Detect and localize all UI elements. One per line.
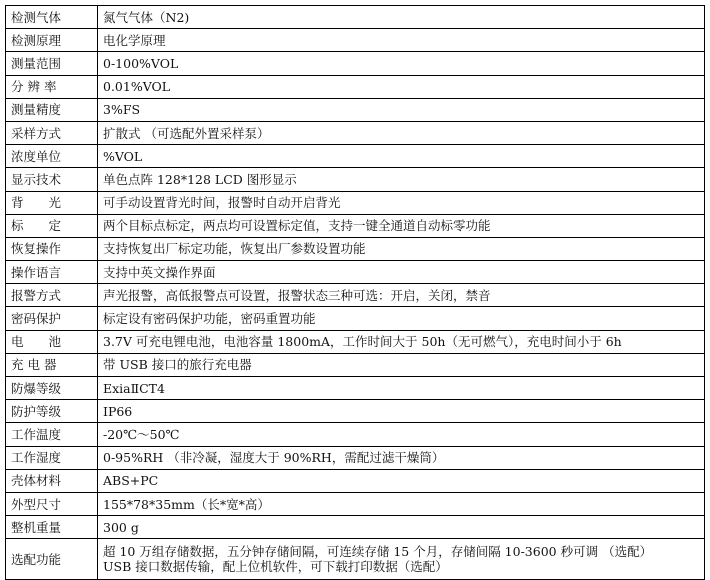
table-row: [6, 121, 705, 144]
table-row: [6, 6, 705, 29]
table-row: [6, 516, 705, 539]
row-label: 显示技术: [6, 168, 98, 191]
row-label: 密码保护: [6, 307, 98, 330]
row-value: ABS+PC: [98, 469, 705, 492]
table-row: [6, 307, 705, 330]
row-value: 3%FS: [98, 98, 705, 121]
row-label: 外型尺寸: [6, 492, 98, 515]
row-value: 两个目标点标定，两点均可设置标定值，支持一键全通道自动标零功能: [98, 214, 705, 237]
table-row: [6, 423, 705, 446]
row-value: 0.01%VOL: [98, 75, 705, 98]
row-value: 氮气气体（N2): [98, 6, 705, 29]
table-row: [6, 237, 705, 260]
row-label: 恢复操作: [6, 237, 98, 260]
table-row: [6, 191, 705, 214]
row-label: 壳体材料: [6, 469, 98, 492]
row-label: 操作语言: [6, 261, 98, 284]
table-row: [6, 168, 705, 191]
row-label: 检测原理: [6, 29, 98, 52]
row-value: 扩散式 （可选配外置采样泵）: [98, 121, 705, 144]
row-label: 背 光: [6, 191, 98, 214]
spec-table-body: [6, 6, 705, 580]
table-row: [6, 29, 705, 52]
row-value-line: 超 10 万组存储数据，五分钟存储间隔，可连续存储 15 个月，存储间隔 10-3600 秒可调 （选配）: [103, 544, 653, 560]
table-row: [6, 330, 705, 353]
row-value: 带 USB 接口的旅行充电器: [98, 353, 705, 376]
table-row: [6, 377, 705, 400]
row-value: ExiaⅡCT4: [98, 377, 705, 400]
row-label: 标 定: [6, 214, 98, 237]
table-row: [6, 145, 705, 168]
row-value: IP66: [98, 400, 705, 423]
row-label: 工作湿度: [6, 446, 98, 469]
row-value: 单色点阵 128*128 LCD 图形显示: [98, 168, 705, 191]
row-value-line: USB 接口数据传输，配上位机软件，可下载打印数据（选配）: [103, 559, 448, 575]
row-label: 电 池: [6, 330, 98, 353]
row-label: 充 电 器: [6, 353, 98, 376]
row-value: 0-95%RH （非冷凝，湿度大于 90%RH，需配过滤干燥筒）: [98, 446, 705, 469]
row-label: 报警方式: [6, 284, 98, 307]
table-row: [6, 75, 705, 98]
row-value: 155*78*35mm（长*宽*高）: [98, 492, 705, 515]
table-row: [6, 261, 705, 284]
row-label: 测量范围: [6, 52, 98, 75]
row-value: 可手动设置背光时间，报警时自动开启背光: [98, 191, 705, 214]
row-value: 标定设有密码保护功能，密码重置功能: [98, 307, 705, 330]
table-row: [6, 400, 705, 423]
row-label: 防护等级: [6, 400, 98, 423]
table-row: [6, 284, 705, 307]
row-label: 工作温度: [6, 423, 98, 446]
row-value: 3.7V 可充电锂电池，电池容量 1800mA，工作时间大于 50h（无可燃气），充电时间小于 6h: [98, 330, 705, 353]
table-row: [6, 492, 705, 515]
row-label: 浓度单位: [6, 145, 98, 168]
row-value: 声光报警，高低报警点可设置，报警状态三种可选：开启，关闭，禁音: [98, 284, 705, 307]
row-value: %VOL: [98, 145, 705, 168]
table-row: [6, 353, 705, 376]
row-label: 选配功能: [6, 539, 98, 580]
row-label: 测量精度: [6, 98, 98, 121]
row-label: 防爆等级: [6, 377, 98, 400]
table-row: [6, 98, 705, 121]
row-value: -20℃～50℃: [98, 423, 705, 446]
table-row: [6, 446, 705, 469]
table-row: [6, 539, 705, 580]
row-value: 0-100%VOL: [98, 52, 705, 75]
row-value: 300 g: [98, 516, 705, 539]
row-label: 整机重量: [6, 516, 98, 539]
row-value: 支持恢复出厂标定功能，恢复出厂参数设置功能: [98, 237, 705, 260]
row-value: 支持中英文操作界面: [98, 261, 705, 284]
row-label: 采样方式: [6, 121, 98, 144]
table-row: [6, 214, 705, 237]
row-value: 电化学原理: [98, 29, 705, 52]
table-row: [6, 469, 705, 492]
table-row: [6, 52, 705, 75]
row-label: 分 辨 率: [6, 75, 98, 98]
spec-table: [5, 5, 705, 580]
row-label: 检测气体: [6, 6, 98, 29]
row-value: [98, 539, 705, 580]
